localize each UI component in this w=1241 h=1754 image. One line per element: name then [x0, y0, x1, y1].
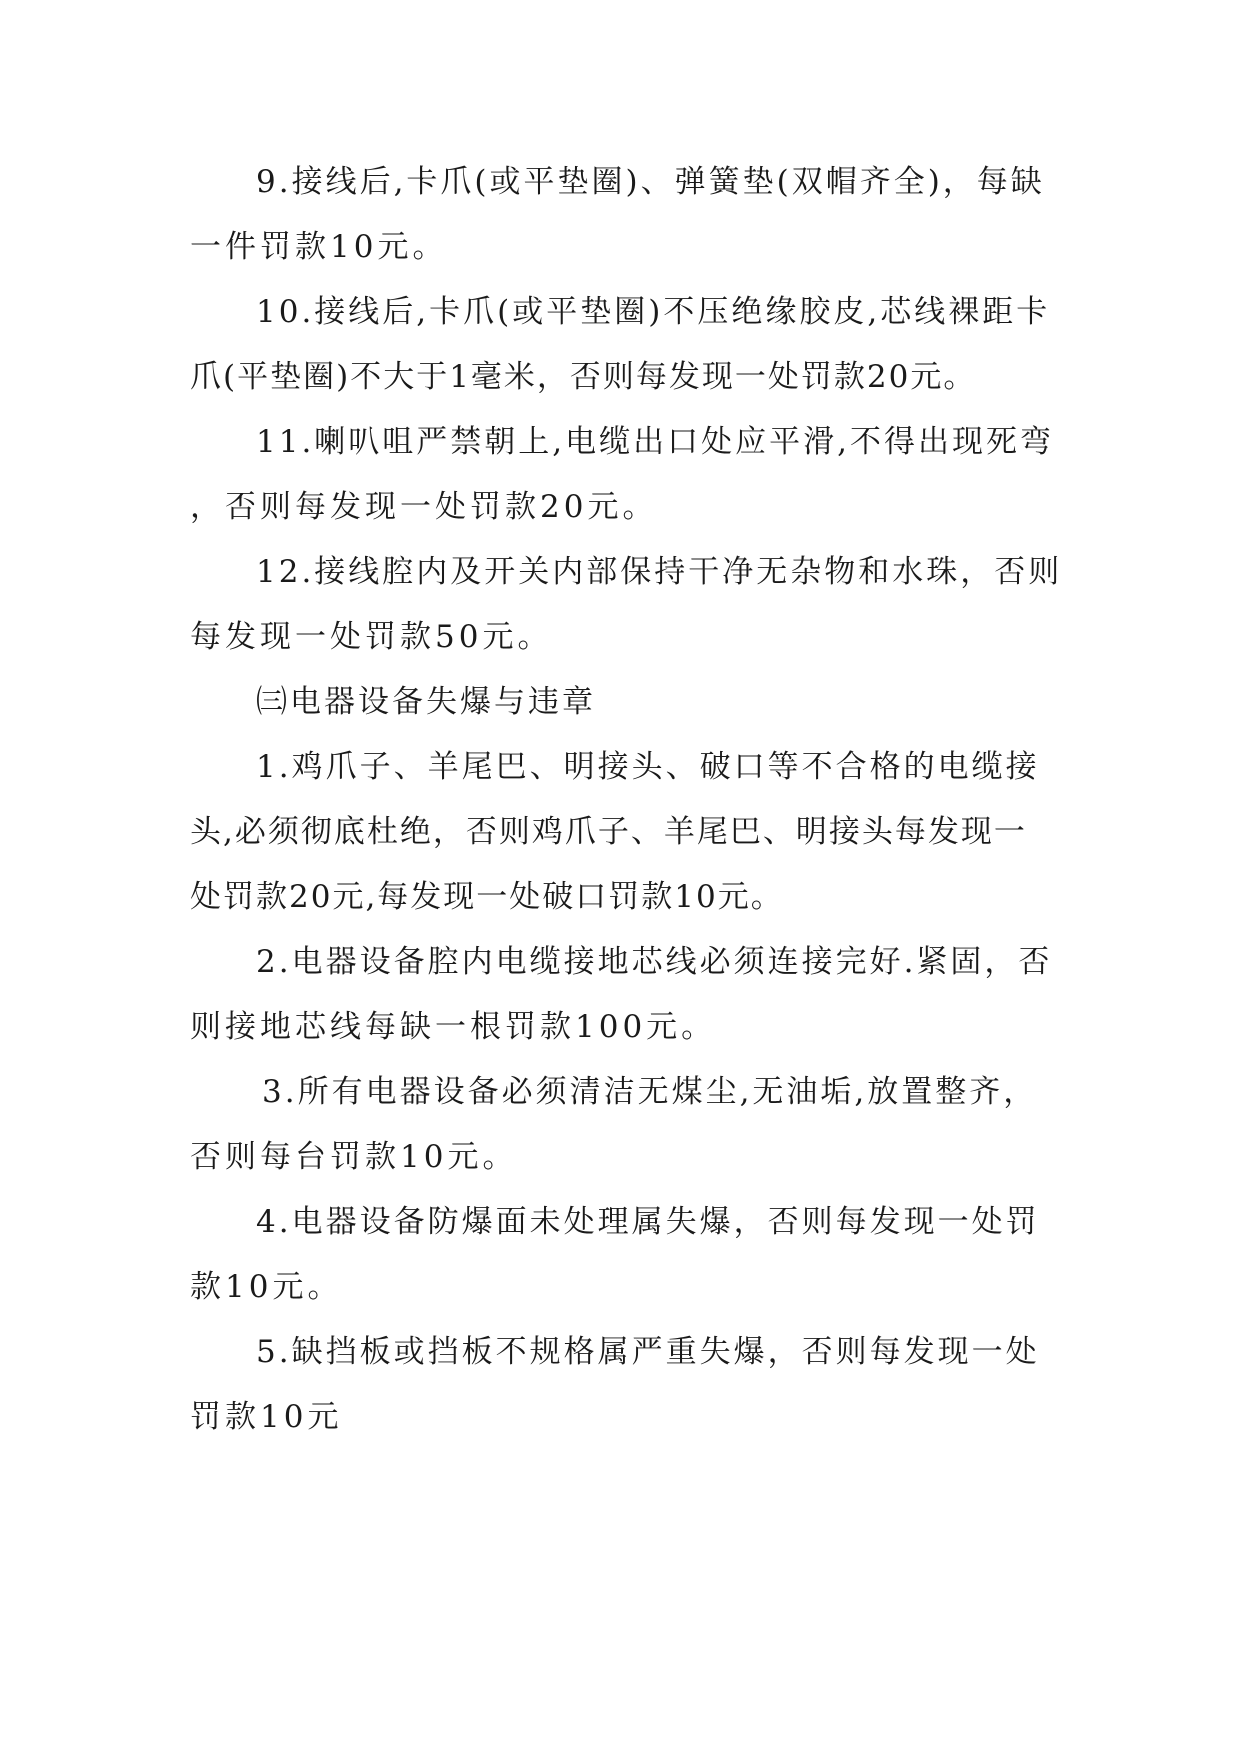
item-10-line-1: 10.接线后,卡爪(或平垫圈)不压绝缘胶皮,芯线裸距卡	[256, 294, 1051, 330]
section-heading: ㈢电器设备失爆与违章	[256, 684, 596, 720]
item-12-line-1: 12.接线腔内及开关内部保持干净无杂物和水珠，否则	[256, 554, 1063, 590]
sub-item-1-line-1: 1.鸡爪子、羊尾巴、明接头、破口等不合格的电缆接	[256, 749, 1040, 785]
item-9-line-1: 9.接线后,卡爪(或平垫圈)、弹簧垫(双帽齐全)，每缺	[256, 164, 1045, 200]
item-10-line-2: 爪(平垫圈)不大于1毫米，否则每发现一处罚款20元。	[190, 359, 977, 395]
sub-item-5-line-1: 5.缺挡板或挡板不规格属严重失爆，否则每发现一处	[256, 1334, 1040, 1370]
item-11-line-2: ，否则每发现一处罚款20元。	[190, 489, 658, 525]
item-12-line-2: 每发现一处罚款50元。	[190, 619, 553, 655]
sub-item-2-line-2: 则接地芯线每缺一根罚款100元。	[190, 1009, 717, 1045]
item-11-line-1: 11.喇叭咀严禁朝上,电缆出口处应平滑,不得出现死弯	[256, 424, 1055, 460]
sub-item-4-line-2: 款10元。	[190, 1269, 343, 1305]
sub-item-2-line-1: 2.电器设备腔内电缆接地芯线必须连接完好.紧固，否	[256, 944, 1053, 980]
sub-item-4-line-1: 4.电器设备防爆面未处理属失爆，否则每发现一处罚	[256, 1204, 1040, 1240]
sub-item-3-line-2: 否则每台罚款10元。	[190, 1139, 518, 1175]
sub-item-1-line-3: 处罚款20元,每发现一处破口罚款10元。	[190, 879, 784, 915]
sub-item-3-line-1: 3.所有电器设备必须清洁无煤尘,无油垢,放置整齐，	[262, 1074, 1038, 1110]
item-9-line-2: 一件罚款10元。	[190, 229, 448, 265]
sub-item-5-line-2: 罚款10元	[190, 1399, 343, 1435]
sub-item-1-line-2: 头,必须彻底杜绝，否则鸡爪子、羊尾巴、明接头每发现一	[190, 814, 1027, 850]
